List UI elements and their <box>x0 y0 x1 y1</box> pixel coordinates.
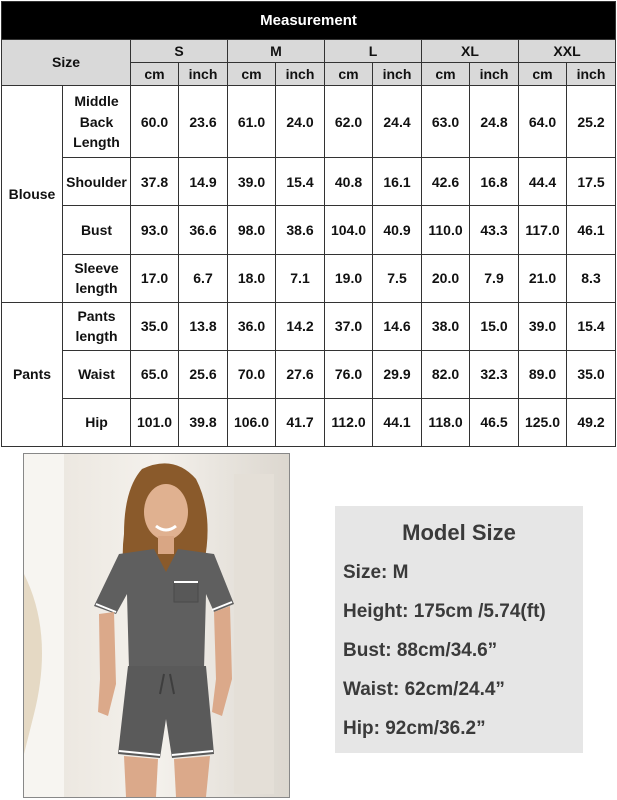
table-row <box>2 254 616 302</box>
measurement-value: 36.0 <box>228 302 276 350</box>
measurement-label <box>63 206 131 254</box>
measurement-value: 21.0 <box>519 254 567 302</box>
measurement-value: 14.6 <box>373 302 422 350</box>
unit-cm-header: cm <box>519 63 567 86</box>
group-label: Pants <box>2 302 63 446</box>
measurement-value: 7.9 <box>470 254 519 302</box>
group-label: Blouse <box>2 86 63 302</box>
measurement-value: 17.5 <box>567 158 616 206</box>
model-photo-illustration <box>24 454 289 797</box>
model-waist-line: Waist: 62cm/24.4” <box>343 679 505 700</box>
model-size-line: Size: M <box>343 562 409 583</box>
measurement-value: 110.0 <box>422 206 470 254</box>
measurement-value: 41.7 <box>276 398 325 446</box>
measurement-label-line: Shoulder <box>66 173 127 190</box>
measurement-value: 16.8 <box>470 158 519 206</box>
measurement-value: 23.6 <box>179 86 228 158</box>
measurement-value: 37.8 <box>131 158 179 206</box>
measurement-value: 49.2 <box>567 398 616 446</box>
measurement-value: 112.0 <box>325 398 373 446</box>
measurement-value: 89.0 <box>519 350 567 398</box>
measurement-value: 15.4 <box>567 302 616 350</box>
measurement-value: 7.5 <box>373 254 422 302</box>
measurement-label <box>63 398 131 446</box>
measurement-value: 19.0 <box>325 254 373 302</box>
table-row <box>2 350 616 398</box>
table-row <box>2 302 616 350</box>
measurement-label-line: Back <box>79 113 114 130</box>
measurement-value: 93.0 <box>131 206 179 254</box>
measurement-value: 25.6 <box>179 350 228 398</box>
unit-inch-header: inch <box>276 63 325 86</box>
measurement-value: 36.6 <box>179 206 228 254</box>
measurement-value: 46.5 <box>470 398 519 446</box>
measurement-value: 46.1 <box>567 206 616 254</box>
unit-cm-header: cm <box>131 63 179 86</box>
measurement-value: 27.6 <box>276 350 325 398</box>
measurement-value: 15.4 <box>276 158 325 206</box>
measurement-value: 17.0 <box>131 254 179 302</box>
measurement-value: 6.7 <box>179 254 228 302</box>
measurement-value: 44.1 <box>373 398 422 446</box>
unit-inch-header: inch <box>179 63 228 86</box>
measurement-value: 104.0 <box>325 206 373 254</box>
measurement-value: 15.0 <box>470 302 519 350</box>
measurement-label-line: Length <box>73 133 120 150</box>
measurement-table <box>1 1 616 447</box>
measurement-value: 42.6 <box>422 158 470 206</box>
measurement-value: 82.0 <box>422 350 470 398</box>
measurement-label-line: Sleeve <box>74 259 119 276</box>
measurement-value: 44.4 <box>519 158 567 206</box>
measurement-value: 20.0 <box>422 254 470 302</box>
measurement-value: 35.0 <box>131 302 179 350</box>
table-row <box>2 206 616 254</box>
measurement-value: 38.0 <box>422 302 470 350</box>
measurement-value: 29.9 <box>373 350 422 398</box>
measurement-label-line: Waist <box>78 366 115 383</box>
size-m-header: M <box>228 40 325 63</box>
table-row <box>2 86 616 158</box>
model-size-title: Model Size <box>402 520 516 545</box>
unit-cm-header: cm <box>422 63 470 86</box>
measurement-value: 101.0 <box>131 398 179 446</box>
measurement-value: 118.0 <box>422 398 470 446</box>
measurement-value: 14.9 <box>179 158 228 206</box>
measurement-value: 25.2 <box>567 86 616 158</box>
measurement-value: 8.3 <box>567 254 616 302</box>
measurement-value: 35.0 <box>567 350 616 398</box>
unit-cm-header: cm <box>325 63 373 86</box>
table-row <box>2 158 616 206</box>
measurement-value: 24.4 <box>373 86 422 158</box>
model-height-line: Height: 175cm /5.74(ft) <box>343 601 546 622</box>
measurement-value: 117.0 <box>519 206 567 254</box>
measurement-value: 76.0 <box>325 350 373 398</box>
measurement-label <box>63 86 131 158</box>
measurement-label <box>63 254 131 302</box>
model-photo <box>23 453 290 798</box>
measurement-value: 62.0 <box>325 86 373 158</box>
measurement-value: 24.0 <box>276 86 325 158</box>
measurement-label-line: Hip <box>85 414 108 431</box>
model-hip-line: Hip: 92cm/36.2” <box>343 718 486 739</box>
measurement-value: 38.6 <box>276 206 325 254</box>
measurement-value: 32.3 <box>470 350 519 398</box>
measurement-value: 16.1 <box>373 158 422 206</box>
measurement-value: 40.9 <box>373 206 422 254</box>
measurement-value: 65.0 <box>131 350 179 398</box>
measurement-value: 63.0 <box>422 86 470 158</box>
size-xl-header: XL <box>422 40 519 63</box>
unit-inch-header: inch <box>373 63 422 86</box>
measurement-value: 39.0 <box>228 158 276 206</box>
measurement-value: 43.3 <box>470 206 519 254</box>
unit-cm-header: cm <box>228 63 276 86</box>
model-bust-line: Bust: 88cm/34.6” <box>343 640 498 661</box>
measurement-value: 106.0 <box>228 398 276 446</box>
measurement-label <box>63 302 131 350</box>
unit-inch-header: inch <box>470 63 519 86</box>
measurement-label-line: length <box>75 280 118 297</box>
size-header: Size <box>2 40 131 86</box>
size-xxl-header: XXL <box>519 40 616 63</box>
measurement-label <box>63 350 131 398</box>
measurement-value: 60.0 <box>131 86 179 158</box>
measurement-value: 7.1 <box>276 254 325 302</box>
size-s-header: S <box>131 40 228 63</box>
measurement-value: 70.0 <box>228 350 276 398</box>
measurement-value: 24.8 <box>470 86 519 158</box>
measurement-value: 125.0 <box>519 398 567 446</box>
measurement-value: 64.0 <box>519 86 567 158</box>
model-size-box <box>335 506 583 753</box>
table-title: Measurement <box>2 2 616 40</box>
unit-inch-header: inch <box>567 63 616 86</box>
measurement-value: 14.2 <box>276 302 325 350</box>
measurement-value: 40.8 <box>325 158 373 206</box>
measurement-value: 13.8 <box>179 302 228 350</box>
measurement-value: 39.0 <box>519 302 567 350</box>
measurement-value: 98.0 <box>228 206 276 254</box>
measurement-value: 37.0 <box>325 302 373 350</box>
measurement-value: 39.8 <box>179 398 228 446</box>
measurement-label-line: Middle <box>74 93 119 110</box>
measurement-label-line: Bust <box>80 221 113 238</box>
measurement-value: 18.0 <box>228 254 276 302</box>
measurement-label-line: Pants <box>77 307 116 324</box>
measurement-value: 61.0 <box>228 86 276 158</box>
measurement-label <box>63 158 131 206</box>
measurement-label-line: length <box>75 328 118 345</box>
table-row <box>2 398 616 446</box>
size-l-header: L <box>325 40 422 63</box>
